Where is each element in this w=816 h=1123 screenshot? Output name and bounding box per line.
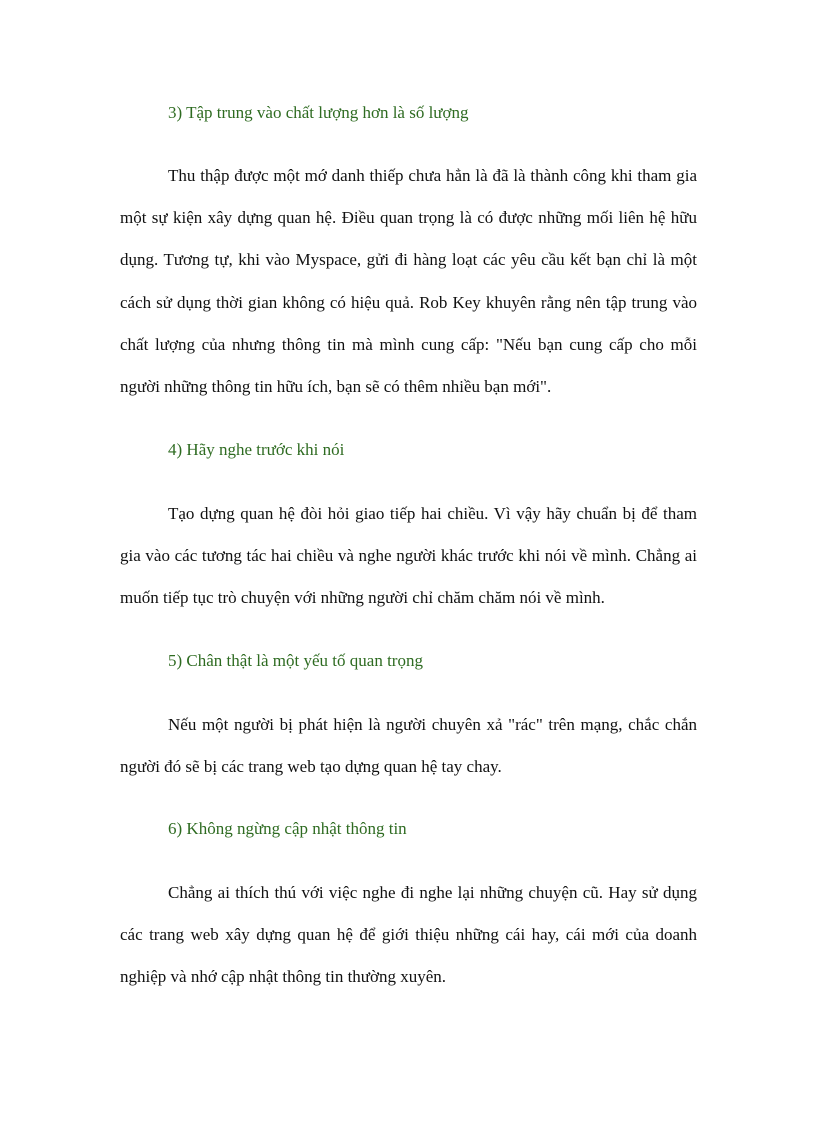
section-heading-5: 5) Chân thật là một yếu tố quan trọng xyxy=(168,651,423,670)
section-heading-3: 3) Tập trung vào chất lượng hơn là số lượng xyxy=(168,103,469,122)
section-body-3: Thu thập được một mớ danh thiếp chưa hẳn là đã là thành công khi tham gia một sự kiện xây dựng quan hệ. Điều quan trọng là có được những mối liên hệ hữu dụng. Tương tự, khi vào Myspace, gửi đi hàng loạt các yêu cầu kết bạn chỉ là một cách sử dụng thời gian không có hiệu quả. Rob Key khuyên rằng nên tập trung vào chất lượng của nhưng thông tin mà mình cung cấp: "Nếu bạn cung cấp cho mỗi người những thông tin hữu ích, bạn sẽ có thêm nhiều bạn mới". xyxy=(120,166,697,397)
section-heading-4: 4) Hãy nghe trước khi nói xyxy=(168,440,345,459)
section-body-5: Nếu một người bị phát hiện là người chuyên xả "rác" trên mạng, chắc chắn người đó sẽ bị các trang web tạo dựng quan hệ tay chay. xyxy=(120,715,697,777)
section-body-6: Chẳng ai thích thú với việc nghe đi nghe lại những chuyện cũ. Hay sử dụng các trang web xây dựng quan hệ để giới thiệu những cái hay, cái mới của doanh nghiệp và nhớ cập nhật thông tin thường xuyên. xyxy=(120,883,697,987)
section-body-4: Tạo dựng quan hệ đòi hỏi giao tiếp hai chiều. Vì vậy hãy chuẩn bị để tham gia vào các tương tác hai chiều và nghe người khác trước khi nói về mình. Chẳng ai muốn tiếp tục trò chuyện với những người chỉ chăm chăm nói về mình. xyxy=(120,504,697,608)
section-heading-6: 6) Không ngừng cập nhật thông tin xyxy=(168,819,407,838)
